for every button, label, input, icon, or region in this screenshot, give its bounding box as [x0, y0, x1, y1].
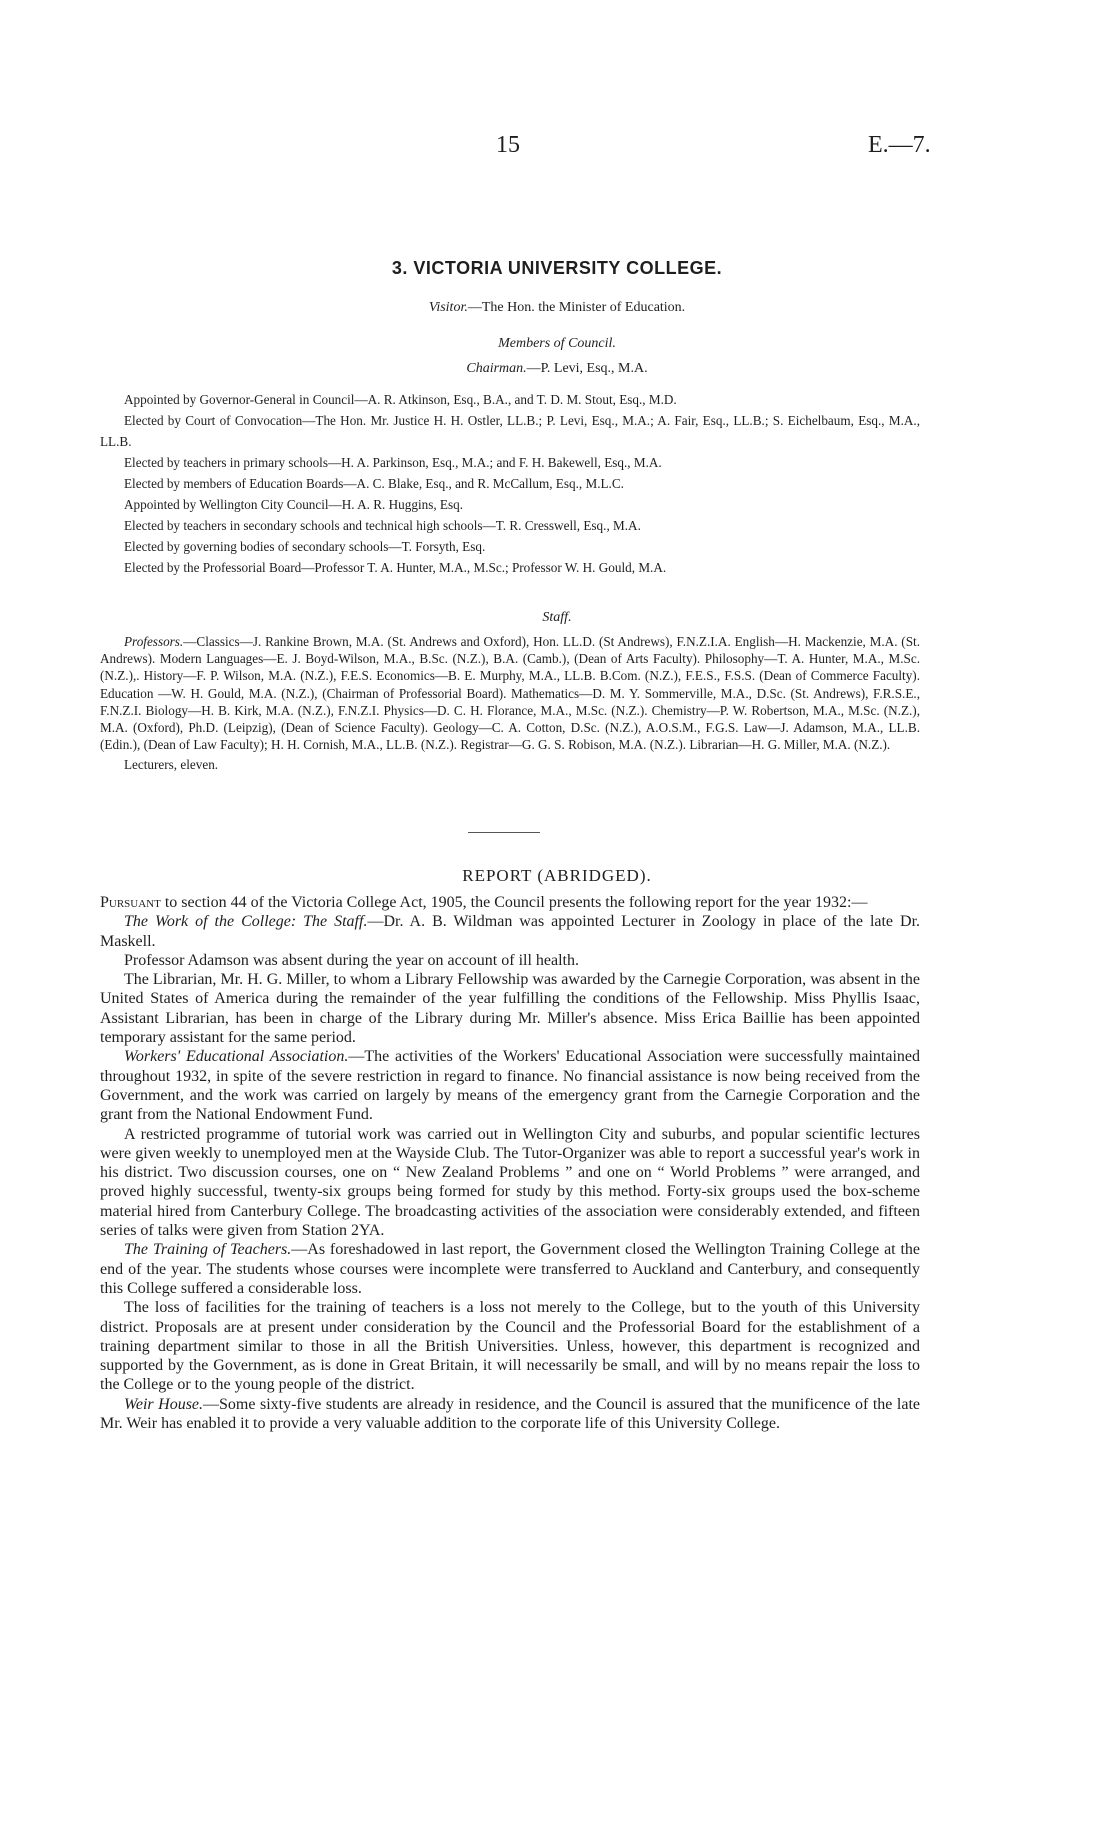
report-body [100, 893, 920, 1433]
visitor-label: Visitor. [428, 300, 468, 315]
staff-heading: Staff. [542, 610, 572, 625]
council-line: Appointed by Governor-General in Council—A. R. Atkinson, Esq., B.A., and T. D. M. Stout, Esq., M.D. [124, 392, 677, 407]
council-line: Elected by Court of Convocation—The Hon. Mr. Justice H. H. Ostler, LL.B.; P. Levi, Esq., M.A.; A. Fair, Esq., LL.B.; S. Eichelbaum, Esq., M.A., LL.B. [100, 413, 920, 449]
lead-word: Pursuant [100, 894, 161, 911]
members-heading: Members of Council. [498, 336, 616, 351]
section-title: 3. VICTORIA UNIVERSITY COLLEGE. [391, 258, 723, 278]
paragraph-text: to section 44 of the Victoria College Act, 1905, the Council presents the following report for the year 1932:— [160, 894, 868, 911]
council-line: Elected by members of Education Boards—A. C. Blake, Esq., and R. McCallum, Esq., M.L.C. [124, 476, 624, 491]
council-line: Appointed by Wellington City Council—H. A. R. Huggins, Esq. [124, 497, 464, 512]
report-paragraph: The loss of facilities for the training of teachers is a loss not merely to the College, but to the youth of this University district. Proposals are at present under consideration by the Council and the Professorial Board for the establishment of a training department similar to those in all the British Universities. Unless, however, this department is recognized and supported by the Government, as is done in Great Britain, it will necessarily be small, and will by no means repair the loss to the College or to the young people of the district. [100, 1299, 920, 1394]
paragraph-label: The Work of the College: The Staff. [124, 913, 368, 931]
report-paragraph: A restricted programme of tutorial work was carried out in Wellington City and suburbs, and popular scientific lectures were given weekly to unemployed men at the Wayside Club. The Tutor-Organizer was able to report a successful year's work in his district. Two discussion courses, one on “ New Zealand Problems ” and one on “ World Problems ” were arranged, and proved highly successful, twenty-six groups being formed for study by this method. Forty-six groups used the box-scheme material hired from Canterbury College. The broadcasting activities of the association were considerably extended, and fifteen series of talks were given from Station 2YA. [100, 1125, 920, 1240]
paragraph-text: —Dr. A. B. Wildman was appointed Lecturer in Zoology in place of the late Dr. Maskell. [100, 913, 921, 950]
report-paragraph: Professor Adamson was absent during the year on account of ill health. [124, 951, 579, 969]
professors-text: —Classics—J. Rankine Brown, M.A. (St. Andrews and Oxford), Hon. LL.D. (St Andrews), F.N.Z.I.A. English—H. Mackenzie, M.A. (St. Andrews). Modern Languages—E. J. Boyd-Wilson, M.A., B.Sc. (N.Z.), B.A. (Camb.), (Dean of Arts Faculty). Philosophy—T. A. Hunter, M.A., M.Sc. (N.Z.),. History—F. P. Wilson, M.A. (N.Z.), F.E.S. Economics—B. E. Murphy, M.A., LL.B. B.Com. (N.Z.), F.E.S., F.S.S. (Dean of Commerce Faculty). Education —W. H. Gould, M.A. (N.Z.), (Chairman of Professorial Board). Mathematics—D. M. Y. Sommerville, M.A., D.Sc. (St. Andrews), F.R.S.E., F.N.Z.I. Biology—H. B. Kirk, M.A. (N.Z.), F.N.Z.I. Physics—D. C. H. Florance, M.A., M.Sc. (N.Z.). Chemistry—P. W. Robertson, M.A., M.Sc. (N.Z.), M.A. (Oxford), Ph.D. (Leipzig), (Dean of Science Faculty). Geology—C. A. Cotton, D.Sc. (N.Z.), A.O.S.M., F.G.S. Law—J. Adamson, M.A., LL.B. (Edin.), (Dean of Law Faculty); H. H. Cornish, M.A., LL.B. (N.Z.). Registrar—G. G. S. Robison, M.A. (N.Z.). Librarian—H. G. Miller, M.A. (N.Z.). [100, 634, 920, 753]
council-line: Elected by governing bodies of secondary schools—T. Forsyth, Esq. [124, 539, 486, 554]
page-number: 15 [496, 132, 520, 158]
report-paragraph [100, 893, 920, 912]
report-paragraph [100, 1047, 920, 1124]
council-list [100, 389, 920, 578]
paragraph-text: —Some sixty-five students are already in residence, and the Council is assured that the munificence of the late Mr. Weir has enabled it to provide a very valuable addition to the corporate life of this University College. [100, 1395, 921, 1433]
professors-paragraph [100, 633, 920, 753]
paragraph-text: —The activities of the Workers' Educational Association were successfully maintained throughout 1932, in spite of the severe restriction in regard to finance. No financial assistance is now being received from the Government, and the work was carried on largely by means of the emergency grant from the Carnegie Corporation and the grant from the National Endowment Fund. [100, 1048, 921, 1124]
paragraph-label: The Training of Teachers. [124, 1241, 292, 1259]
chairman-line [0, 361, 1114, 377]
visitor-line [0, 300, 1114, 316]
council-line: Elected by teachers in primary schools—H. A. Parkinson, Esq., M.A.; and F. H. Bakewell, Esq., M.A. [124, 455, 662, 470]
report-paragraph [100, 1395, 920, 1434]
document-code: E.—7. [868, 132, 931, 158]
lecturers-line: Lecturers, eleven. [124, 757, 219, 773]
council-line: Elected by the Professorial Board—Professor T. A. Hunter, M.A., M.Sc.; Professor W. H. Gould, M.A. [124, 560, 667, 575]
chairman-label: Chairman. [466, 361, 527, 376]
paragraph-label: Weir House. [124, 1395, 204, 1413]
professors-label: Professors. [124, 634, 184, 649]
staff-list [100, 633, 920, 774]
section-divider [468, 832, 540, 833]
chairman-text: —P. Levi, Esq., M.A. [526, 361, 648, 376]
report-paragraph [100, 1240, 920, 1298]
report-heading: REPORT (ABRIDGED). [462, 866, 652, 885]
paragraph-label: Workers' Educational Association. [124, 1048, 349, 1066]
council-line: Elected by teachers in secondary schools and technical high schools—T. R. Cresswell, Esq., M.A. [124, 518, 641, 533]
report-paragraph: The Librarian, Mr. H. G. Miller, to whom a Library Fellowship was awarded by the Carnegie Corporation, was absent in the United States of America during the remainder of the year fulfilling the conditions of the Fellowship. Miss Phyllis Isaac, Assistant Librarian, has been in charge of the Library during Mr. Miller's absence. Miss Erica Baillie has been appointed temporary assistant for the same period. [100, 971, 920, 1047]
report-paragraph [100, 912, 920, 951]
paragraph-text: —As foreshadowed in last report, the Government closed the Wellington Training College at the end of the year. The students whose courses were incomplete were transferred to Auckland and Canterbury, and consequently this College suffered a considerable loss. [100, 1241, 920, 1297]
visitor-text: —The Hon. the Minister of Education. [467, 300, 686, 315]
